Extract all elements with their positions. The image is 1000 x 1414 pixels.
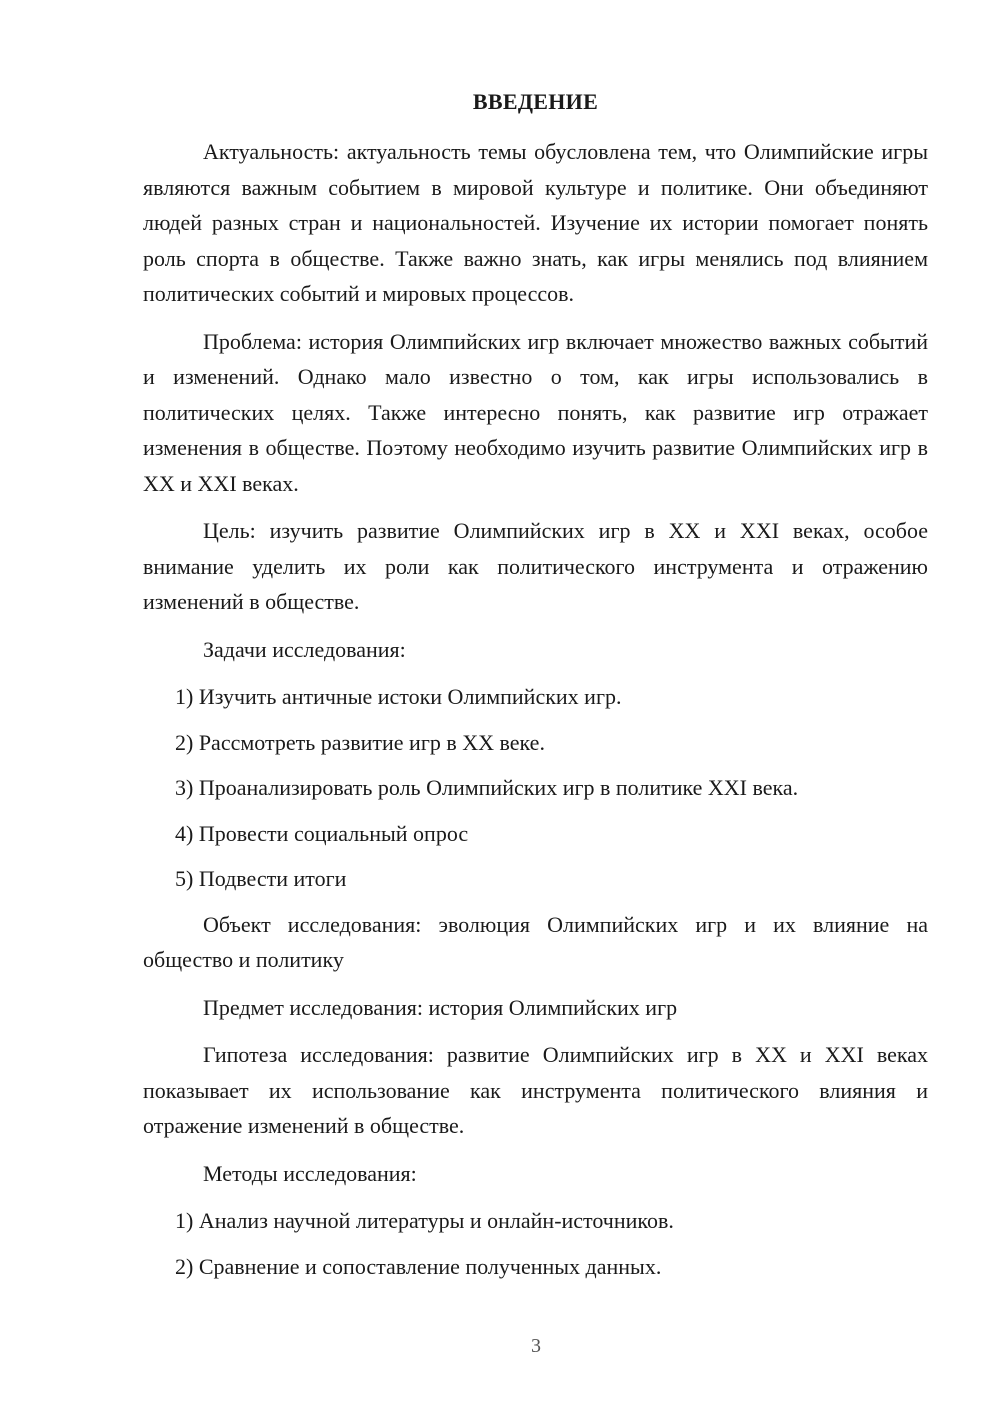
subject-paragraph: Предмет исследования: история Олимпийских игр	[203, 994, 678, 1020]
list-item: 4) Провести социальный опрос	[175, 820, 469, 846]
list-item: 3) Проанализировать роль Олимпийских игр в политике XXI века.	[175, 775, 799, 800]
list-item: 1) Анализ научной литературы и онлайн-источников.	[175, 1208, 674, 1233]
goal-paragraph: Цель: изучить развитие Олимпийских игр в XX и XXI веках, особое внимание уделить их роли как политического инструмента и отражению изменений в обществе.	[143, 518, 928, 614]
methods-title: Методы исследования:	[203, 1160, 417, 1186]
tasks-title: Задачи исследования:	[203, 636, 406, 662]
page-number: 3	[531, 1335, 541, 1357]
object-paragraph: Объект исследования: эволюция Олимпийских игр и их влияние на общество и политику	[143, 911, 928, 972]
section-heading: ВВЕДЕНИЕ	[472, 89, 599, 114]
relevance-paragraph: Актуальность: актуальность темы обусловлена тем, что Олимпийские игры являются важным событием в мировой культуре и политике. Они объединяют людей разных стран и национальностей. Изучение их истории помогает понять роль спорта в обществе. Также важно знать, как игры менялись под влиянием политических событий и мировых процессов.	[143, 139, 928, 306]
document-page	[143, 88, 928, 1294]
list-item: 2) Сравнение и сопоставление полученных данных.	[175, 1253, 662, 1279]
list-item: 2) Рассмотреть развитие игр в XX веке.	[175, 729, 545, 755]
list-item: 1) Изучить античные истоки Олимпийских игр.	[175, 684, 622, 709]
problem-paragraph: Проблема: история Олимпийских игр включает множество важных событий и изменений. Однако мало известно о том, как игры использовались в политических целях. Также интересно понять, как развитие игр отражает изменения в обществе. Поэтому необходимо изучить развитие Олимпийских игр в XX и XXI веках.	[143, 328, 928, 496]
methods-list	[143, 1203, 928, 1284]
list-item: 5) Подвести итоги	[175, 866, 347, 891]
tasks-list	[143, 679, 928, 897]
hypothesis-paragraph: Гипотеза исследования: развитие Олимпийских игр в XX и XXI веках показывает их использование как инструмента политического влияния и отражение изменений в обществе.	[143, 1042, 928, 1138]
